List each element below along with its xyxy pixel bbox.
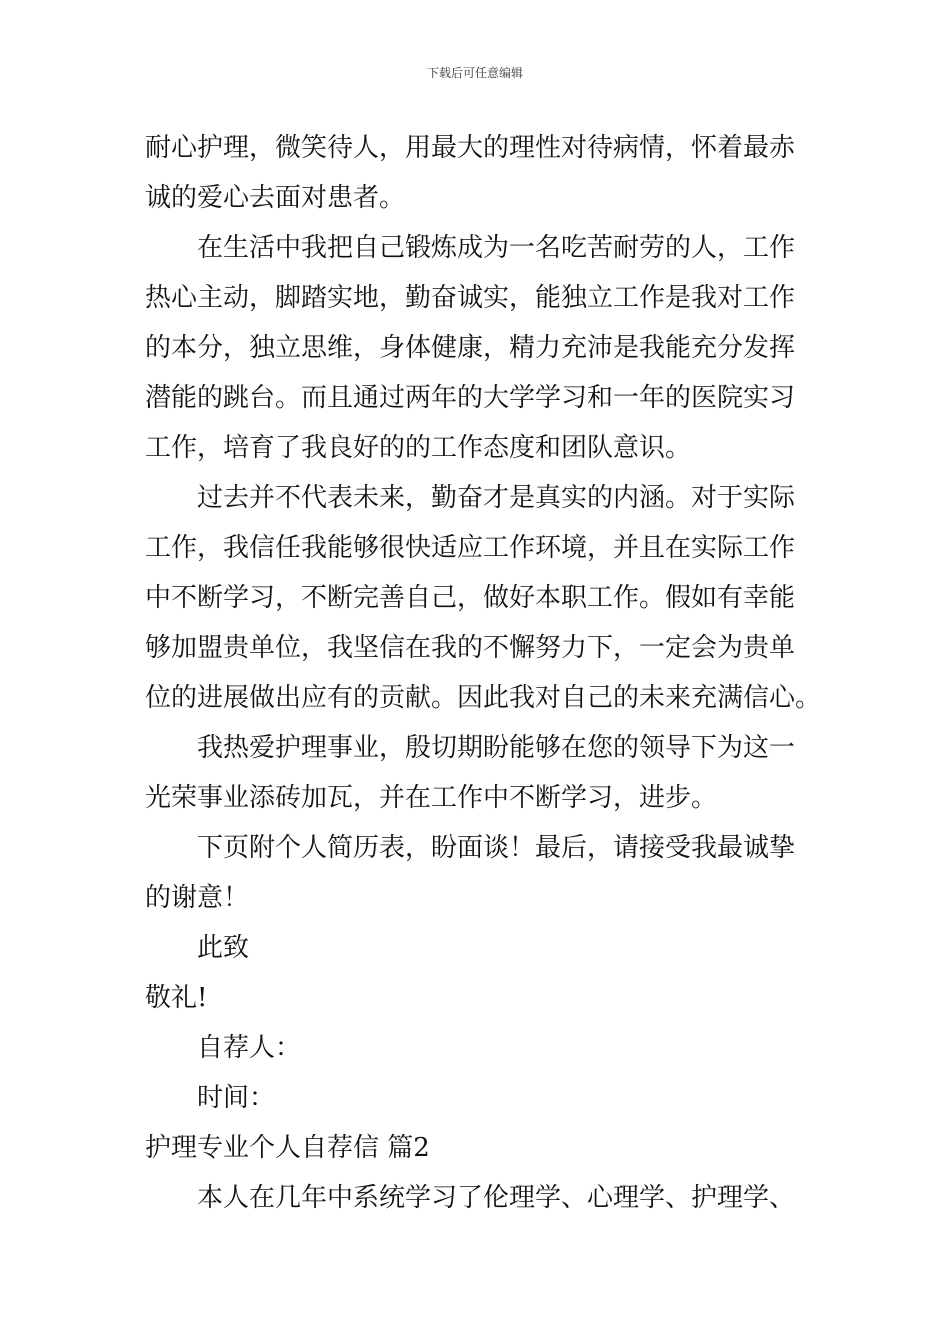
text-line: 我热爱护理事业，殷切期盼能够在您的领导下为这一 [197,733,796,763]
text-line: 潜能的跳台。而且通过两年的大学学习和一年的医院实习 [145,383,796,413]
text-line: 本人在几年中系统学习了伦理学、心理学、护理学、 [197,1183,796,1213]
section-heading: 护理专业个人自荐信 篇2 [145,1133,430,1163]
text-line: 中不断学习，不断完善自己，做好本职工作。假如有幸能 [145,583,796,613]
text-line: 自荐人： [197,1033,302,1063]
text-line: 的谢意！ [145,883,250,913]
text-line: 工作，我信任我能够很快适应工作环境，并且在实际工作 [145,533,796,563]
text-line: 此致 [197,933,250,963]
text-line: 耐心护理，微笑待人，用最大的理性对待病情，怀着最赤 [145,133,796,163]
text-line: 在生活中我把自己锻炼成为一名吃苦耐劳的人，工作 [197,233,796,263]
page-header: 下载后可任意编辑 [426,66,523,80]
text-line: 够加盟贵单位，我坚信在我的不懈努力下，一定会为贵单 [145,633,796,663]
text-line: 时间： [197,1083,276,1113]
text-line: 工作，培育了我良好的的工作态度和团队意识。 [145,433,692,463]
text-line: 位的进展做出应有的贡献。因此我对自己的未来充满信心。 [145,683,822,713]
text-line: 光荣事业添砖加瓦，并在工作中不断学习，进步。 [145,783,718,813]
text-line: 下页附个人简历表，盼面谈！最后，请接受我最诚挚 [197,833,796,863]
text-line: 诚的爱心去面对患者。 [145,183,406,213]
text-line: 敬礼! [145,983,208,1013]
text-line: 过去并不代表未来，勤奋才是真实的内涵。对于实际 [197,483,796,513]
text-line: 热心主动，脚踏实地，勤奋诚实，能独立工作是我对工作 [145,283,796,313]
text-line: 的本分，独立思维，身体健康，精力充沛是我能充分发挥 [145,333,796,363]
